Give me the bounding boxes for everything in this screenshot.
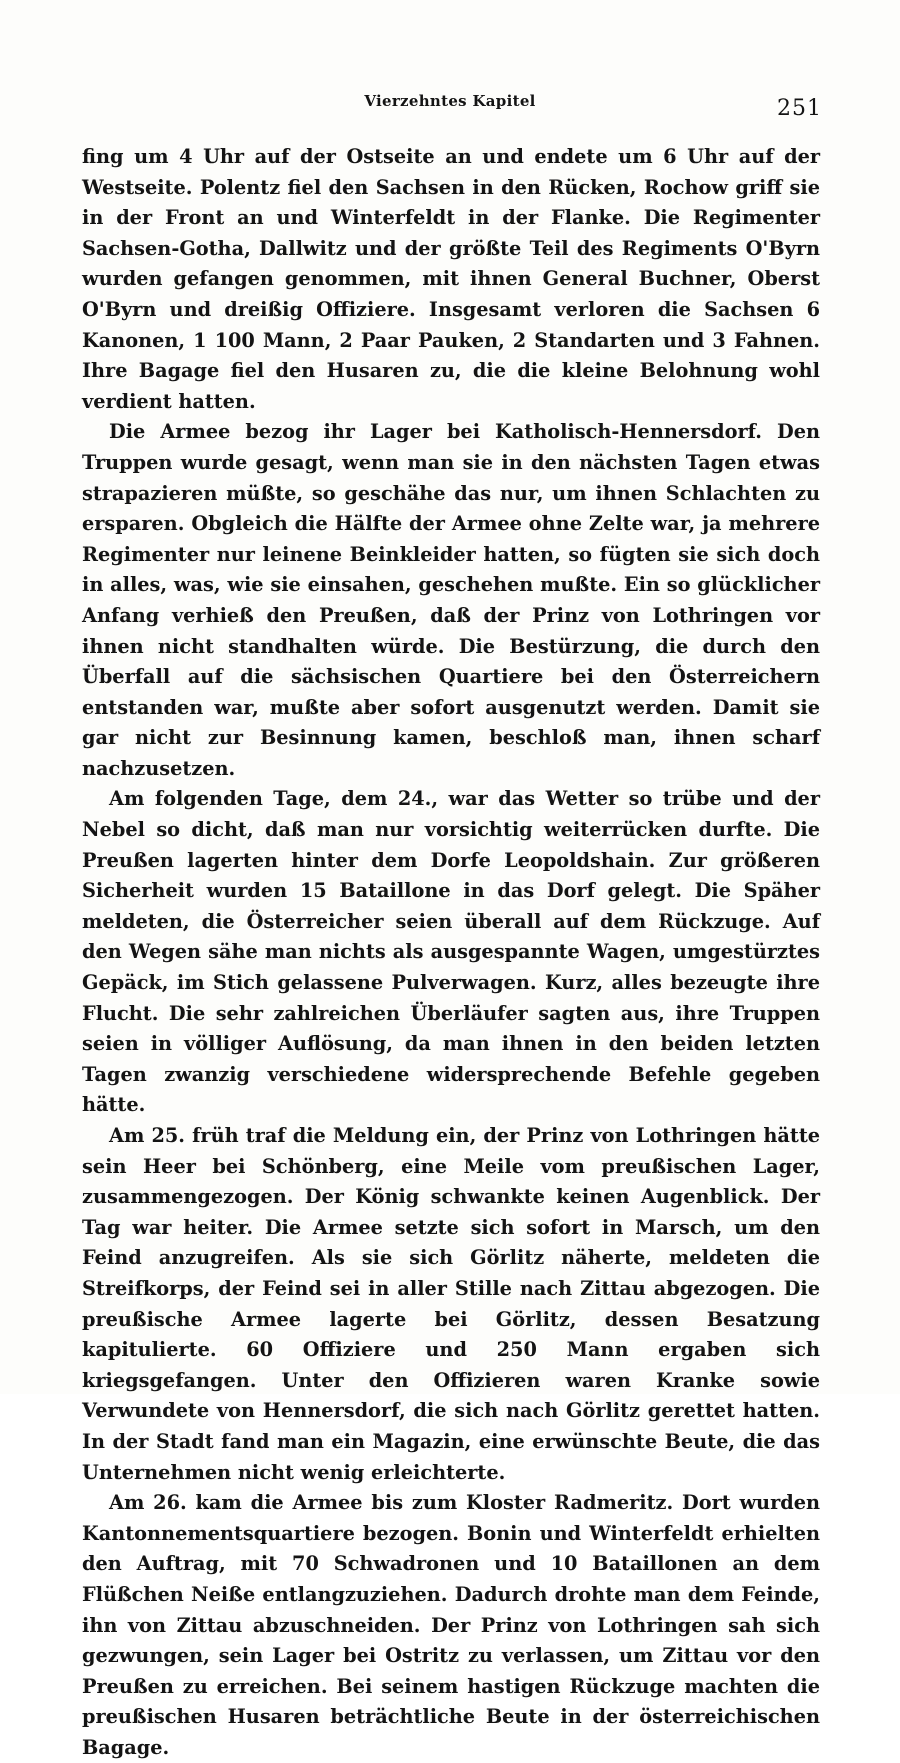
page-number: 251 <box>777 96 822 121</box>
paragraph-1: fing um 4 Uhr auf der Ostseite an und endete um 6 Uhr auf der Westseite. Polentz fiel den Sachsen in den Rücken, Rochow griff sie in der Front an und Winterfeldt in der Flanke. Die Regimenter Sachsen-Gotha, Dallwitz und der größte Teil des Regiments O'Byrn wurden gefangen genommen, mit ihnen General Buchner, Oberst O'Byrn und dreißig Offiziere. Insgesamt verloren die Sachsen 6 Kanonen, 1 100 Mann, 2 Paar Pauken, 2 Standarten und 3 Fahnen. Ihre Bagage fiel den Husaren zu, die die kleine Belohnung wohl verdient hatten. <box>82 145 820 413</box>
paragraph-3: Am folgenden Tage, dem 24., war das Wetter so trübe und der Nebel so dicht, daß man nur vorsichtig weiterrücken durfte. Die Preußen lagerten hinter dem Dorfe Leopoldshain. Zur größeren Sicherheit wurden 15 Bataillone in das Dorf gelegt. Die Späher meldeten, die Österreicher seien überall auf dem Rückzuge. Auf den Wegen sähe man nichts als ausgespannte Wagen, umgestürztes Gepäck, im Stich gelassene Pulverwagen. Kurz, alles bezeugte ihre Flucht. Die sehr zahlreichen Überläufer sagten aus, ihre Truppen seien in völliger Auflösung, da man ihnen in den beiden letzten Tagen zwanzig verschiedene widersprechende Befehle gegeben hätte. <box>82 787 820 1117</box>
body-text <box>82 142 820 1763</box>
paragraph-2: Die Armee bezog ihr Lager bei Katholisch-Hennersdorf. Den Truppen wurde gesagt, wenn man sie in den nächsten Tagen etwas strapazieren müßte, so geschähe das nur, um ihnen Schlachten zu ersparen. Obgleich die Hälfte der Armee ohne Zelte war, ja mehrere Regimenter nur leinene Beinkleider hatten, so fügten sie sich doch in alles, was, wie sie einsahen, geschehen mußte. Ein so glücklicher Anfang verhieß den Preußen, daß der Prinz von Lothringen vor ihnen nicht standhalten würde. Die Bestürzung, die durch den Überfall auf die sächsischen Quartiere bei den Österreichern entstanden war, mußte aber sofort ausgenutzt werden. Damit sie gar nicht zur Besinnung kamen, beschloß man, ihnen scharf nachzusetzen. <box>82 420 820 780</box>
paragraph-5: Am 26. kam die Armee bis zum Kloster Radmeritz. Dort wurden Kantonnementsquartiere bezogen. Bonin und Winterfeldt erhielten den Auftrag, mit 70 Schwadronen und 10 Bataillonen an dem Flüßchen Neiße entlangzuziehen. Dadurch drohte man dem Feinde, ihn von Zittau abzuschneiden. Der Prinz von Lothringen sah sich gezwungen, sein Lager bei Ostritz zu verlassen, um Zittau vor den Preußen zu erreichen. Bei seinem hastigen Rückzuge machten die preußischen Husaren beträchtliche Beute in der österreichischen Bagage. <box>82 1491 820 1759</box>
running-title: Vierzehntes Kapitel <box>364 92 536 110</box>
paragraph-4: Am 25. früh traf die Meldung ein, der Prinz von Lothringen hätte sein Heer bei Schönberg, eine Meile vom preußischen Lager, zusammengezogen. Der König schwankte keinen Augenblick. Der Tag war heiter. Die Armee setzte sich sofort in Marsch, um den Feind anzugreifen. Als sie sich Görlitz näherte, meldeten die Streifkorps, der Feind sei in aller Stille nach Zittau abgezogen. Die preußische Armee lagerte bei Görlitz, dessen Besatzung kapitulierte. 60 Offiziere und 250 Mann ergaben sich kriegsgefangen. Unter den Offizieren waren Kranke sowie Verwundete von Hennersdorf, die sich nach Görlitz gerettet hatten. In der Stadt fand man ein Magazin, eine erwünschte Beute, die das Unternehmen nicht wenig erleichterte. <box>82 1124 820 1484</box>
